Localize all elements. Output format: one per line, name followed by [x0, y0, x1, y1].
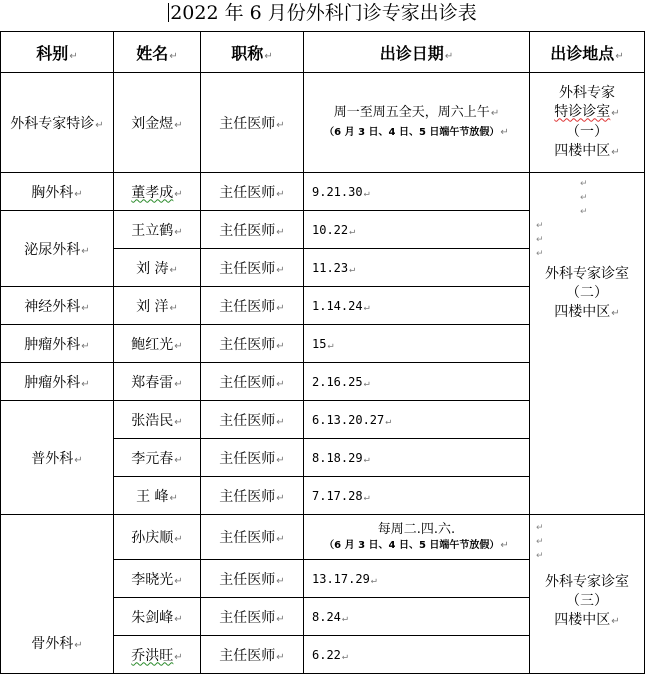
rank-cell: 主任医师↵: [201, 439, 304, 477]
rank-cell: 主任医师↵: [201, 287, 304, 325]
name-cell: 朱剑峰↵: [114, 598, 201, 636]
name-cell: 王 峰↵: [114, 477, 201, 515]
rank-cell: 主任医师↵: [201, 363, 304, 401]
name-cell: 刘金煜↵: [114, 73, 201, 173]
rank-cell: 主任医师↵: [201, 173, 304, 211]
rank-cell: 主任医师↵: [201, 636, 304, 674]
rank-cell: 主任医师↵: [201, 401, 304, 439]
dates-cell: 9.21.30↵: [304, 173, 530, 211]
name-cell: 李晓光↵: [114, 560, 201, 598]
rank-cell: 主任医师↵: [201, 211, 304, 249]
dates-cell: 2.16.25↵: [304, 363, 530, 401]
dates-cell: 8.24↵: [304, 598, 530, 636]
dept-cell: 肿瘤外科↵: [1, 363, 114, 401]
table-row: [1, 73, 645, 173]
table-row: [1, 173, 645, 211]
header-dept: 科别↵: [1, 32, 114, 73]
dates-cell: 1.14.24↵: [304, 287, 530, 325]
dept-cell: 肿瘤外科↵: [1, 325, 114, 363]
rank-cell: 主任医师↵: [201, 73, 304, 173]
location-cell: ↵ ↵ ↵ 外科专家诊室 （三） 四楼中区↵: [530, 515, 645, 674]
name-cell: 乔洪旺↵: [114, 636, 201, 674]
dates-cell: 6.22↵: [304, 636, 530, 674]
title-text: 2022 年 6 月份外科门诊专家出诊表: [170, 2, 477, 24]
dates-cell: 8.18.29↵: [304, 439, 530, 477]
rank-cell: 主任医师↵: [201, 515, 304, 560]
rank-cell: 主任医师↵: [201, 477, 304, 515]
dept-cell: 神经外科↵: [1, 287, 114, 325]
header-name: 姓名↵: [114, 32, 201, 73]
name-cell: 鲍红光↵: [114, 325, 201, 363]
location-line: 四楼中区: [554, 612, 611, 628]
name-cell: 刘 洋↵: [114, 287, 201, 325]
header-row: [1, 32, 645, 73]
dates-cell: 11.23↵: [304, 249, 530, 287]
rank-cell: 主任医师↵: [201, 325, 304, 363]
dates-cell: 10.22↵: [304, 211, 530, 249]
dates-cell: 15↵: [304, 325, 530, 363]
dept-cell: 外科专家特诊↵: [1, 73, 114, 173]
dates-cell: 周一至周五全天，周六上午↵ （6 月 3 日、4 日、5 日端午节放假）↵: [304, 73, 530, 173]
dept-cell: 骨外科↵: [1, 515, 114, 674]
header-dates: 出诊日期↵: [304, 32, 530, 73]
table-row: [1, 515, 645, 560]
dept-cell: 普外科↵: [1, 401, 114, 515]
rank-cell: 主任医师↵: [201, 598, 304, 636]
paragraph-marks: ↵ ↵ ↵: [536, 221, 544, 259]
dates-cell: 6.13.20.27↵: [304, 401, 530, 439]
name-cell: 刘 涛↵: [114, 249, 201, 287]
rank-cell: 主任医师↵: [201, 249, 304, 287]
name-cell: 董孝成↵: [114, 173, 201, 211]
document-title: [0, 0, 645, 30]
dates-cell: 7.17.28↵: [304, 477, 530, 515]
paragraph-marks: ↵ ↵ ↵: [536, 523, 544, 561]
dept-cell: 胸外科↵: [1, 173, 114, 211]
location-line: （二）: [566, 285, 608, 301]
dept-cell: 泌尿外科↵: [1, 211, 114, 287]
schedule-table: [0, 31, 645, 674]
location-line: （三）: [566, 593, 608, 609]
location-line: 四楼中区: [554, 304, 611, 320]
location-line: 外科专家诊室: [545, 574, 629, 590]
dates-cell: 13.17.29↵: [304, 560, 530, 598]
name-cell: 李元春↵: [114, 439, 201, 477]
name-cell: 孙庆顺↵: [114, 515, 201, 560]
name-cell: 郑春雷↵: [114, 363, 201, 401]
paragraph-marks: ↵ ↵ ↵: [580, 179, 588, 217]
header-location: 出诊地点↵: [530, 32, 645, 73]
location-cell: ↵ ↵ ↵ ↵ ↵ ↵ 外科专家诊室 （二） 四楼中区↵: [530, 173, 645, 515]
header-rank: 职称↵: [201, 32, 304, 73]
name-cell: 王立鹤↵: [114, 211, 201, 249]
location-cell: 外科专家 特诊诊室↵ （一） 四楼中区↵: [530, 73, 645, 173]
dates-cell: 每周二.四.六. （6 月 3 日、4 日、5 日端午节放假）↵: [304, 515, 530, 560]
name-cell: 张浩民↵: [114, 401, 201, 439]
rank-cell: 主任医师↵: [201, 560, 304, 598]
location-line: 外科专家诊室: [545, 266, 629, 282]
